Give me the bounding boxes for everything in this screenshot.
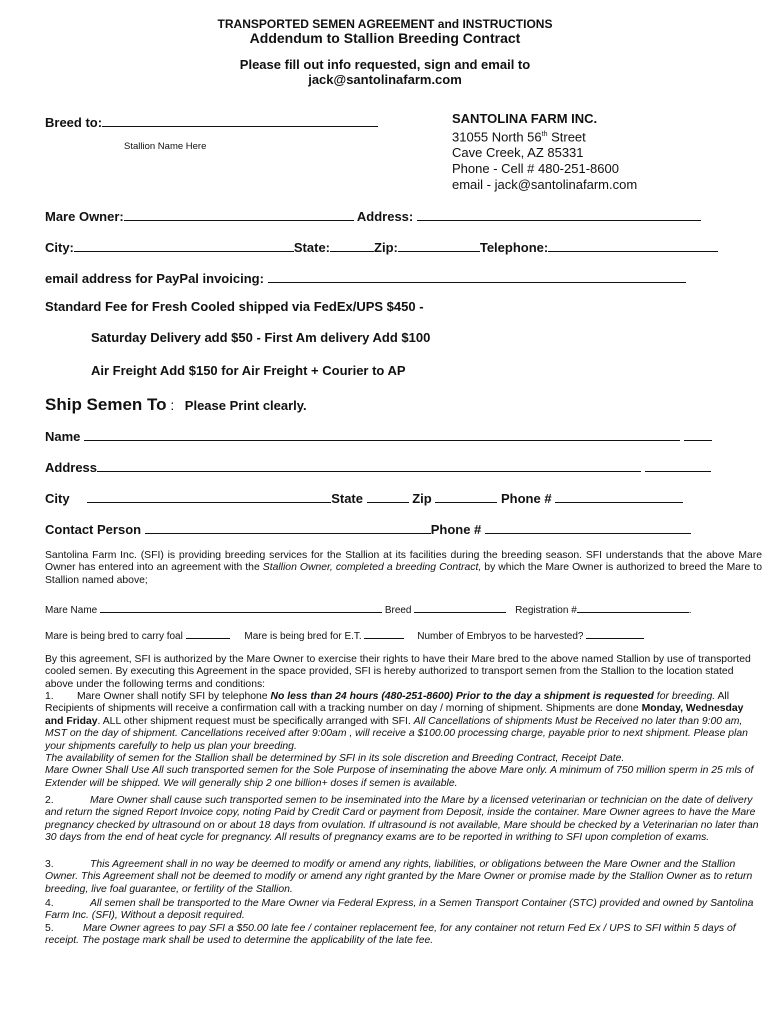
telephone-field[interactable] [548, 239, 718, 252]
ship-name-row [45, 428, 712, 444]
embryos-field[interactable] [586, 628, 644, 639]
ship-address-label: Address [45, 460, 98, 475]
ship-name-field[interactable] [84, 428, 680, 441]
registration-label: Registration # [515, 605, 577, 616]
mare-purpose-row [45, 628, 644, 642]
address-field[interactable] [417, 208, 701, 221]
instruction-email: jack@santolinafarm.com [308, 72, 462, 87]
intro-paragraph: Santolina Farm Inc. (SFI) is providing breeding services for the Stallion at its facilities during the breeding season. SFI understands that the above Mare Owner has entered into an agreement with the Stallion Owner, completed a breeding Contract, by which the Mare Owner is authorized to breed the Mare to Stallion named above; [45, 550, 762, 586]
farm-street: 31055 North 56th Street [452, 129, 586, 145]
ship-phone-label: Phone # [500, 491, 552, 506]
ship-name-field-end [684, 428, 712, 441]
mare-name-row: Mare Name Breed Registration # . [45, 602, 692, 616]
breed-field[interactable] [414, 602, 506, 613]
mare-name-label: Mare Name [45, 605, 98, 616]
paypal-email-field[interactable] [268, 270, 686, 283]
farm-info [452, 111, 637, 193]
embryos-label: Number of Embryos to be harvested? [417, 631, 584, 642]
air-freight-fee: Air Freight Add $150 for Air Freight + Courier to AP [91, 363, 406, 378]
city-label: City: [45, 240, 74, 255]
ship-address-field[interactable] [97, 459, 641, 472]
ship-address-field-end [645, 459, 711, 472]
stallion-name-hint: Stallion Name Here [124, 141, 207, 152]
state-label: State: [293, 240, 331, 255]
telephone-label: Telephone: [479, 240, 549, 255]
paypal-label: email address for PayPal invoicing: [45, 271, 264, 286]
ship-state-field[interactable] [367, 490, 409, 503]
contact-person-field[interactable] [145, 521, 431, 534]
agreement-intro: By this agreement, SFI is authorized by the Mare Owner to exercise their rights to have their Mare bred to the above named Stallion by use of transported cooled semen. By executing this Agreement in the space provided, SFI is hereby authorized to transport semen from the Stallion to the location stated above under the following terms and conditions: [45, 654, 751, 690]
ship-name-label: Name [45, 429, 81, 444]
ship-state-label: State [331, 491, 363, 506]
ship-phone-field[interactable] [555, 490, 683, 503]
document-subtitle: Addendum to Stallion Breeding Contract [249, 30, 521, 46]
breed-to-row [45, 114, 378, 130]
ship-city-field[interactable] [87, 490, 331, 503]
farm-city: Cave Creek, AZ 85331 [452, 145, 584, 161]
breed-label: Breed [384, 605, 412, 616]
term-2: 2. Mare Owner shall cause such transported semen to be inseminated into the Mare by a licensed veterinarian or technician on the date of delivery and return the signed Report Invoice copy, noting Paid by Credit Card or payment from Deposit, inside the container. Mare Owner agrees to have the Mare pregnancy checked by ultrasound on or about 18 days from ovulation. If ultrasound is not available, Mare should be checked by a Veterinarian no later than 30 days from the end of heat cycle for pregnancy. All results of pregnancy exams are to be reported in writhing to SFI upon completion of exams. [45, 795, 759, 844]
paypal-row [45, 270, 686, 286]
farm-email: email - jack@santolinafarm.com [452, 177, 638, 193]
state-field[interactable] [330, 239, 374, 252]
term-4: 4. All semen shall be transported to the Mare Owner via Federal Express, in a Semen Transport Container (STC) provided and owned by Santolina Farm Inc. (SFI), Without a deposit required. [45, 898, 754, 922]
standard-fee: Standard Fee for Fresh Cooled shipped via FedEx/UPS $450 - [45, 299, 424, 314]
city-field[interactable] [74, 239, 294, 252]
stallion-name-field[interactable] [102, 114, 378, 127]
carry-foal-field[interactable] [186, 628, 230, 639]
ship-city-row [45, 490, 683, 506]
print-clearly-note: Please Print clearly. [184, 398, 307, 413]
ship-city-label: City [45, 491, 70, 506]
ship-semen-heading: Ship Semen To : Please Print clearly. [45, 395, 307, 414]
instruction-line-1: Please fill out info requested, sign and email to [239, 57, 531, 72]
document-title: TRANSPORTED SEMEN AGREEMENT and INSTRUCTIONS [217, 17, 553, 31]
registration-field[interactable] [577, 602, 689, 613]
contact-row [45, 521, 691, 537]
mare-owner-row [45, 208, 701, 224]
term-1: 1. Mare Owner shall notify SFI by telephone No less than 24 hours (480-251-8600) Prior to the day a shipment is requested for breeding. All Recipients of shipments will receive a confirmation call with a tracking number on day / morning of shipment. Shipments are done Monday, Wednesday and Friday. ALL other shipment request must be specifically arranged with SFI. All Cancellations of shipments Must be Received no later than 9:00 am, MST on the day of shipment. Cancellations received after 9:00am , will receive a $100.00 processing charge, payable prior to next shipment. Please plan your shipments carefully to help us plan your breeding. The availability of semen for the Stallion shall be determined by SFI in its sole discretion and Breeding Contract, Receipt Date. Mare Owner Shall Use All such transported semen for the Sole Purpose of inseminating the above Mare only. A minimum of 750 million sperm in 25 mls of Extender will be shipped. We will generally ship 2 one billion+ doses if semen is available. [45, 691, 754, 789]
address-label: Address: [356, 209, 414, 224]
et-field[interactable] [364, 628, 404, 639]
contact-phone-field[interactable] [485, 521, 691, 534]
et-label: Mare is being bred for E.T. [244, 631, 362, 642]
zip-field[interactable] [398, 239, 480, 252]
saturday-fee: Saturday Delivery add $50 - First Am delivery Add $100 [91, 330, 431, 345]
ship-zip-label: Zip [412, 491, 432, 506]
city-row [45, 239, 718, 255]
carry-foal-label: Mare is being bred to carry foal [45, 631, 183, 642]
term-3: 3. This Agreement shall in no way be deemed to modify or amend any rights, liabilities, or obligations between the Mare Owner and the Stallion Owner. This Agreement shall not be deemed to modify or amend any right granted by the Mare Owner or promise made by the Stallion Owner as to return breeding, live foal guarantee, or fertility of the Stallion. [45, 859, 753, 895]
contact-phone-label: Phone # [430, 522, 482, 537]
ship-semen-label: Ship Semen To [45, 395, 167, 414]
farm-phone: Phone - Cell # 480-251-8600 [452, 161, 619, 177]
mare-owner-field[interactable] [124, 208, 354, 221]
zip-label: Zip: [374, 240, 398, 255]
farm-name: SANTOLINA FARM INC. [452, 111, 598, 126]
ship-zip-field[interactable] [435, 490, 497, 503]
term-5: 5. Mare Owner agrees to pay SFI a $50.00 late fee / container replacement fee, for any container not return Fed Ex / UPS to SFI within 5 days of receipt. The postage mark shall be used to determine the applicability of the late fee. [45, 923, 736, 947]
mare-owner-label: Mare Owner: [45, 209, 124, 224]
ship-address-row [45, 459, 711, 475]
breed-to-label: Breed to: [45, 115, 103, 130]
mare-name-field[interactable] [100, 602, 382, 613]
contact-person-label: Contact Person [45, 522, 142, 537]
